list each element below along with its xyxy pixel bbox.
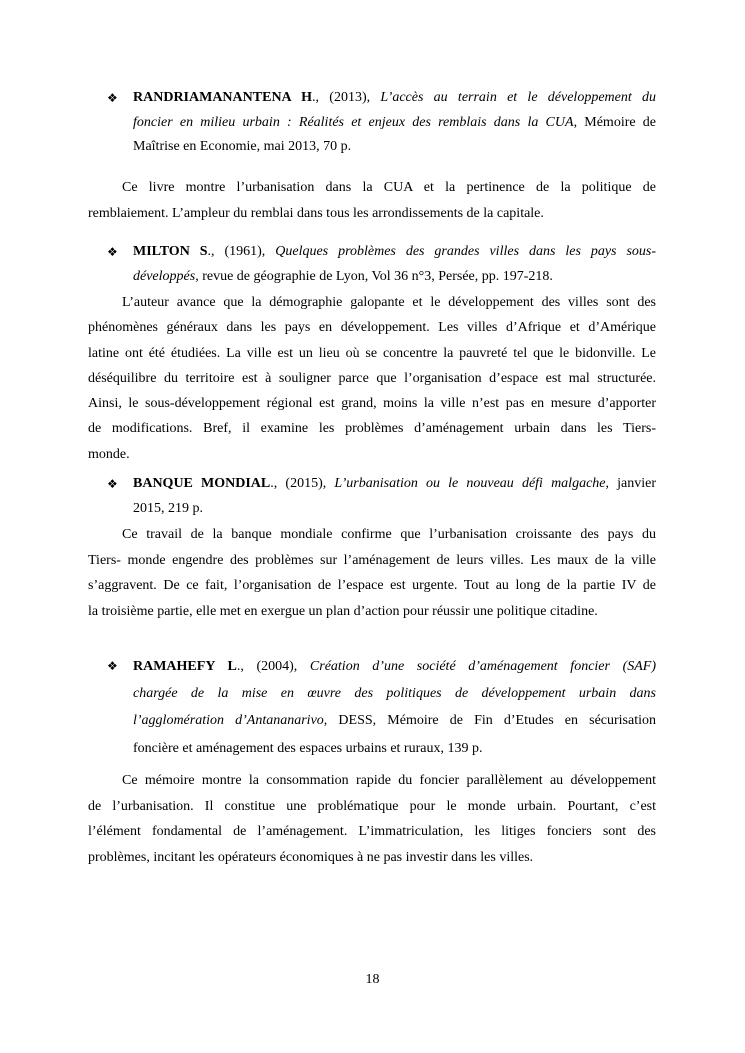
summary-paragraph-1 bbox=[88, 175, 656, 226]
reference-line: 2015, 219 p. bbox=[133, 500, 203, 516]
reference-line: BANQUE MONDIAL., (2015), L’urbanisation ou le nouveau défi malgache, janvier bbox=[133, 476, 657, 491]
reference-title: chargée de la mise en œuvre des politiques de développement urbain dans bbox=[133, 686, 656, 702]
reference-title: Quelques problèmes des grandes villes dans les pays sous- bbox=[275, 244, 657, 259]
reference-author: BANQUE MONDIAL bbox=[133, 476, 271, 491]
summary-line: Ce livre montre l’urbanisation dans la CUA et la pertinence de la politique de bbox=[122, 180, 656, 195]
summary-line: Tiers- monde engendre des problèmes sur l’aménagement de leurs villes. Les maux de la ville bbox=[88, 552, 656, 568]
summary-line: L’auteur avance que la démographie galopante et le développement des villes sont des bbox=[122, 295, 656, 310]
diamond-bullet-icon: ❖ bbox=[107, 245, 118, 259]
summary-line: de l’urbanisation. Il constitue une problématique pour le monde urbain. Pourtant, c’est bbox=[88, 798, 656, 814]
reference-line: développés, revue de géographie de Lyon, Vol 36 n°3, Persée, pp. 197-218. bbox=[133, 268, 553, 284]
summary-line: déséquilibre du territoire est à souligner parce que l’organisation d’espace est mal structurée. bbox=[88, 370, 656, 386]
reference-line: MILTON S., (1961), Quelques problèmes des grandes villes dans les pays sous- bbox=[133, 244, 657, 259]
page-number: 18 bbox=[365, 972, 380, 987]
summary-line: l’élément fondamental de l’aménagement. L’immatriculation, les litiges fonciers sont des bbox=[88, 824, 656, 840]
summary-line: Ce travail de la banque mondiale confirme que l’urbanisation croissante des pays du bbox=[122, 527, 656, 542]
reference-line: Maîtrise en Economie, mai 2013, 70 p. bbox=[133, 139, 352, 154]
reference-entry-1 bbox=[107, 86, 656, 160]
diamond-bullet-icon: ❖ bbox=[107, 477, 118, 491]
reference-title: l’agglomération d’Antananarivo bbox=[133, 713, 324, 729]
reference-author: RAMAHEFY L bbox=[133, 659, 237, 674]
reference-title: foncier en milieu urbain : Réalités et enjeux des remblais dans la CUA bbox=[133, 114, 574, 130]
diamond-bullet-icon: ❖ bbox=[107, 91, 118, 105]
diamond-bullet-icon: ❖ bbox=[107, 659, 118, 673]
summary-line: monde. bbox=[88, 446, 130, 462]
reference-line: foncière et aménagement des espaces urbains et ruraux, 139 p. bbox=[133, 740, 483, 756]
summary-line: la troisième partie, elle met en exergue un plan d’action pour réussir une politique citadine. bbox=[88, 603, 598, 619]
summary-line: Ce mémoire montre la consommation rapide du foncier parallèlement au développement bbox=[122, 773, 656, 788]
summary-line: s’aggravent. De ce fait, l’organisation de l’espace est urgente. Tout au long de la partie IV de bbox=[88, 578, 656, 593]
summary-line: de modifications. Bref, il examine les problèmes d’aménagement urbain dans les Tiers- bbox=[88, 421, 656, 437]
reference-title: L’urbanisation ou le nouveau défi malgache bbox=[334, 476, 606, 491]
summary-line: Ainsi, le sous-développement régional est grand, moins la ville n’est pas en mesure d’apporter bbox=[88, 396, 656, 412]
reference-line: RAMAHEFY L., (2004), Création d’une société d’aménagement foncier (SAF) bbox=[133, 659, 656, 674]
reference-author: RANDRIAMANANTENA H bbox=[133, 90, 313, 105]
reference-line: RANDRIAMANANTENA H., (2013), L’accès au terrain et le développement du bbox=[133, 90, 657, 105]
reference-line: foncier en milieu urbain : Réalités et enjeux des remblais dans la CUA, Mémoire de bbox=[133, 114, 657, 130]
reference-title: L’accès au terrain et le développement du bbox=[380, 90, 657, 105]
reference-title: Création d’une société d’aménagement foncier (SAF) bbox=[309, 659, 656, 674]
summary-paragraph-4 bbox=[88, 768, 656, 871]
summary-line: problèmes, incitant les opérateurs économiques à ne pas investir dans les villes. bbox=[88, 850, 534, 866]
summary-paragraph-2 bbox=[88, 290, 656, 467]
reference-entry-3 bbox=[107, 472, 656, 521]
reference-line bbox=[133, 680, 656, 707]
summary-line: remblaiement. L’ampleur du remblai dans tous les arrondissements de la capitale. bbox=[88, 205, 544, 221]
reference-entry-4 bbox=[107, 653, 656, 762]
reference-entry-2 bbox=[107, 240, 656, 289]
summary-line: phénomènes généraux dans les pays en développement. Les villes d’Afrique et d’Amérique bbox=[88, 320, 656, 336]
reference-author: MILTON S bbox=[133, 244, 208, 259]
reference-line: l’agglomération d’Antananarivo, DESS, Mémoire de Fin d’Etudes en sécurisation bbox=[133, 713, 656, 729]
summary-line: latine ont été étudiées. La ville est un lieu où se concentre la pauvreté tel que le bidonville. Le bbox=[88, 345, 656, 361]
summary-paragraph-3 bbox=[88, 522, 656, 624]
reference-title: développés bbox=[133, 268, 196, 284]
